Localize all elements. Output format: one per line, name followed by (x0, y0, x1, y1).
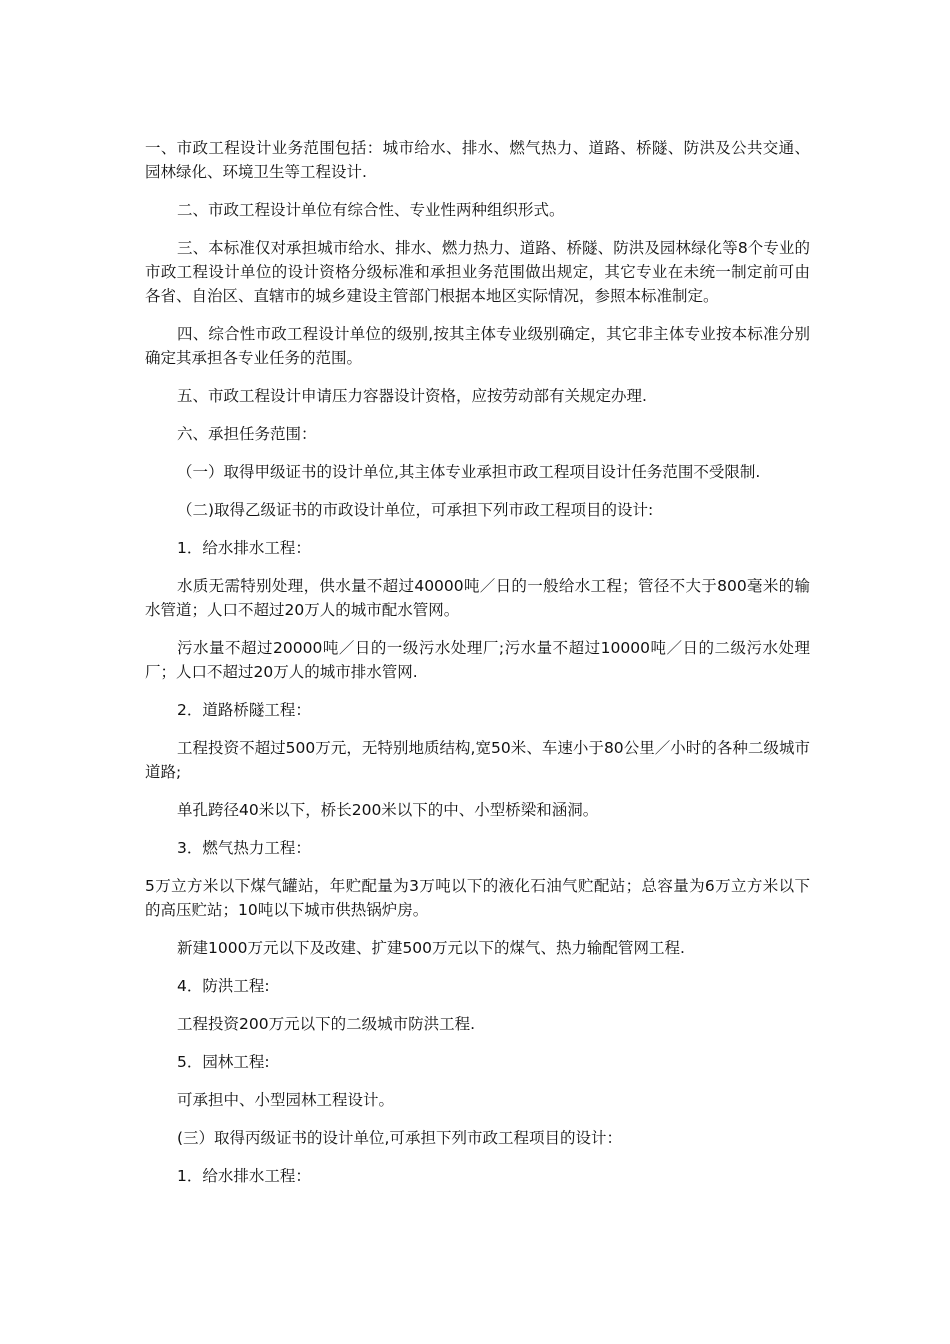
paragraph-sewage: 污水量不超过20000吨／日的一级污水处理厂;污水量不超过10000吨／日的二级污水处理厂；人口不超过20万人的城市排水管网. (145, 639, 810, 681)
paragraph-road: 工程投资不超过500万元，无特别地质结构,宽50米、车速小于80公里／小时的各种二级城市道路; (145, 739, 810, 781)
paragraph-gas-station: 5万立方米以下煤气罐站，年贮配量为3万吨以下的液化石油气贮配站；总容量为6万立方米以下的高压贮站；10吨以下城市供热锅炉房。 (145, 877, 810, 919)
paragraph-scope: 一、市政工程设计业务范围包括：城市给水、排水、燃气热力、道路、桥隧、防洪及公共交通、园林绿化、环境卫生等工程设计. (145, 139, 810, 181)
heading-garden: 5．园林工程: (177, 1053, 270, 1071)
paragraph-grade-b: （二)取得乙级证书的市政设计单位，可承担下列市政工程项目的设计: (177, 501, 654, 519)
heading-flood-control: 4．防洪工程: (177, 977, 270, 995)
heading-water-drainage-c: 1．给水排水工程： (177, 1167, 311, 1185)
paragraph-water-supply: 水质无需特别处理，供水量不超过40000吨／日的一般给水工程；管径不大于800毫米的输水管道；人口不超过20万人的城市配水管网。 (145, 577, 810, 619)
paragraph-grade-a: （一）取得甲级证书的设计单位,其主体专业承担市政工程项目设计任务范围不受限制. (177, 463, 761, 481)
paragraph-flood-control: 工程投资200万元以下的二级城市防洪工程. (177, 1015, 476, 1033)
heading-road-bridge: 2．道路桥隧工程： (177, 701, 311, 719)
paragraph-pressure-vessel: 五、市政工程设计申请压力容器设计资格，应按劳动部有关规定办理. (177, 387, 647, 405)
document-body (145, 136, 810, 1202)
paragraph-task-range: 六、承担任务范围： (177, 425, 317, 443)
heading-water-drainage: 1．给水排水工程： (177, 539, 311, 557)
paragraph-standard: 三、本标准仅对承担城市给水、排水、燃力热力、道路、桥隧、防洪及园林绿化等8个专业的市政工程设计单位的设计资格分级标准和承担业务范围做出规定，其它专业在未统一制定前可由各省、自治区、直辖市的城乡建设主管部门根据本地区实际情况，参照本标准制定。 (145, 239, 810, 305)
paragraph-level: 四、综合性市政工程设计单位的级别,按其主体专业级别确定，其它非主体专业按本标准分别确定其承担各专业任务的范围。 (145, 325, 810, 367)
paragraph-grade-c: (三）取得丙级证书的设计单位,可承担下列市政工程项目的设计： (177, 1129, 622, 1147)
paragraph-pipe-network: 新建1000万元以下及改建、扩建500万元以下的煤气、热力输配管网工程. (177, 939, 685, 957)
paragraph-organization: 二、市政工程设计单位有综合性、专业性两种组织形式。 (177, 201, 565, 219)
paragraph-bridge: 单孔跨径40米以下，桥长200米以下的中、小型桥梁和涵洞。 (177, 801, 599, 819)
heading-gas-heat: 3．燃气热力工程： (177, 839, 311, 857)
paragraph-garden: 可承担中、小型园林工程设计。 (177, 1091, 395, 1109)
